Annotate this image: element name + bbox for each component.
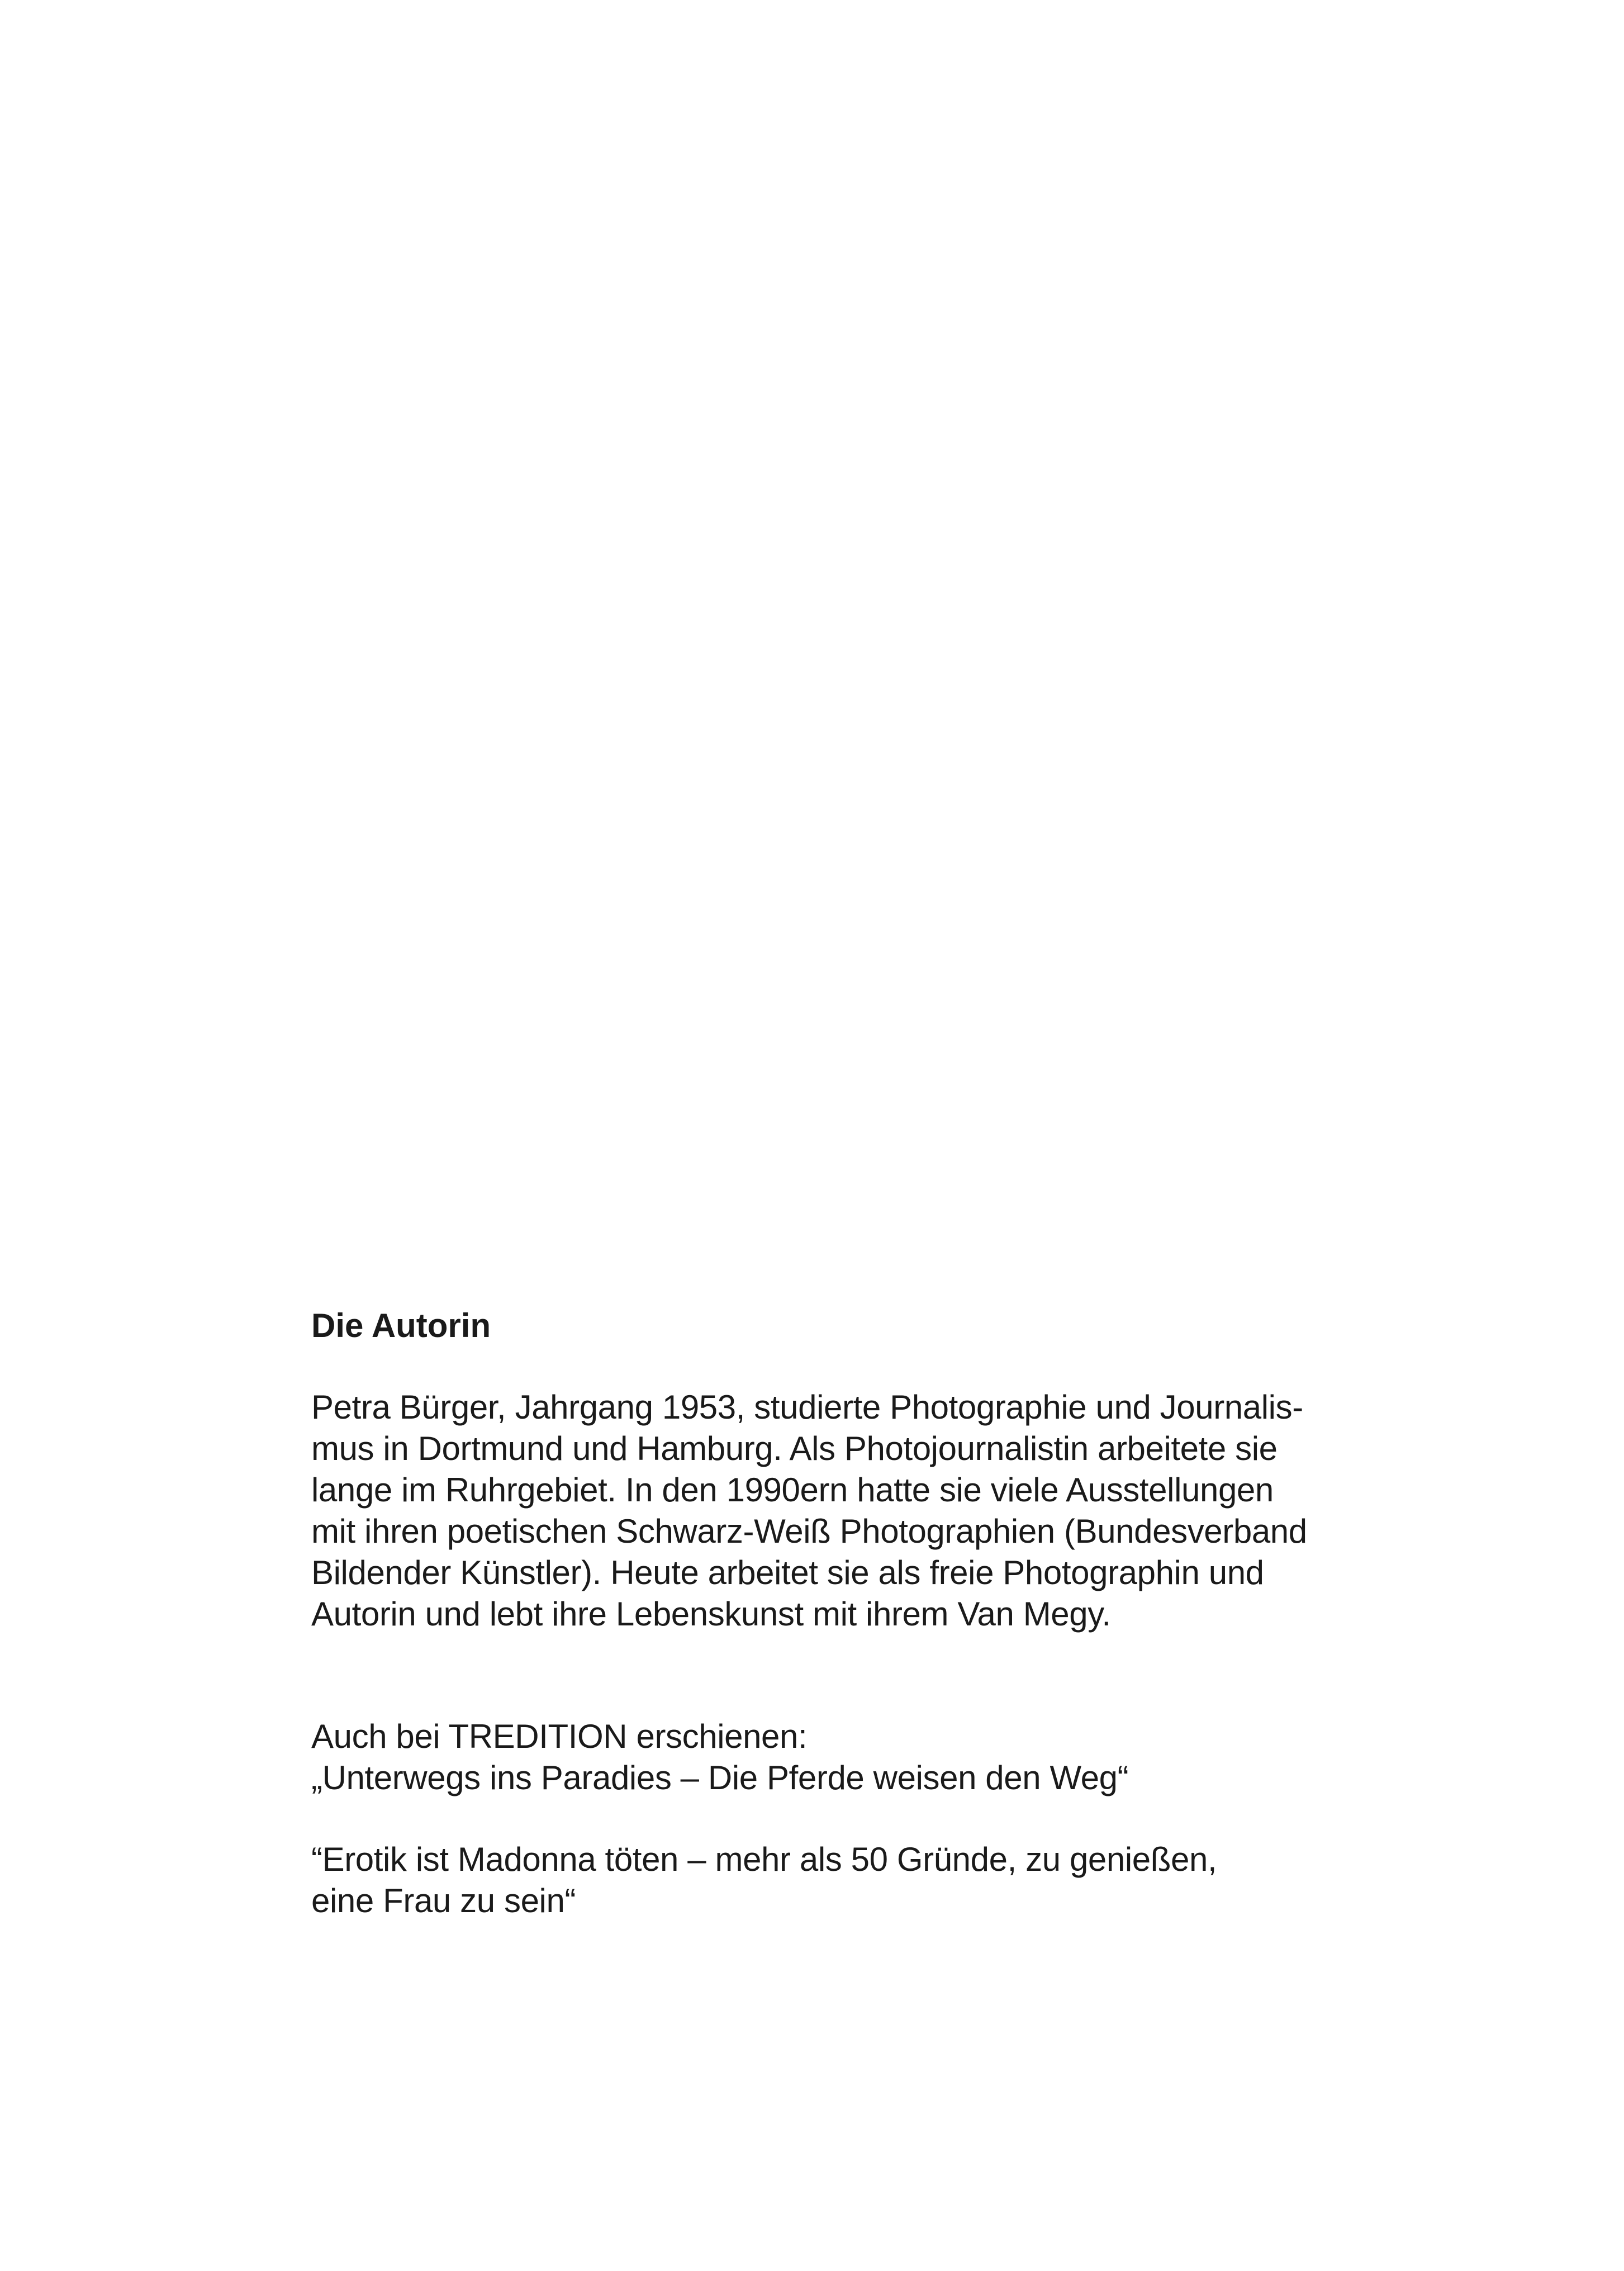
bio-line: Bildender Künstler). Heute arbeitet sie als freie Photographin und: [311, 1554, 1264, 1591]
author-bio: [311, 1387, 1407, 1635]
bio-line: Petra Bürger, Jahrgang 1953, studierte Photographie und Journalis-: [311, 1388, 1303, 1426]
bio-line: lange im Ruhrgebiet. In den 1990ern hatte sie viele Ausstellungen: [311, 1471, 1274, 1509]
book-title-2-line: eine Frau zu sein“: [311, 1882, 576, 1919]
also-published-block: [311, 1716, 1128, 1799]
also-published-intro: Auch bei TREDITION erschienen:: [311, 1718, 808, 1755]
book-title-1: „Unterwegs ins Paradies – Die Pferde weisen den Weg“: [311, 1759, 1129, 1796]
bio-line: Autorin und lebt ihre Lebenskunst mit ihrem Van Megy.: [311, 1595, 1111, 1633]
book-title-2-line: “Erotik ist Madonna töten – mehr als 50 Gründe, zu genießen,: [311, 1841, 1217, 1878]
bio-line: mit ihren poetischen Schwarz-Weiß Photographien (Bundesverband: [311, 1513, 1307, 1550]
bio-line: mus in Dortmund und Hamburg. Als Photojournalistin arbeitete sie: [311, 1430, 1278, 1467]
section-heading: Die Autorin: [311, 1307, 491, 1344]
book-title-2: [311, 1839, 1217, 1922]
